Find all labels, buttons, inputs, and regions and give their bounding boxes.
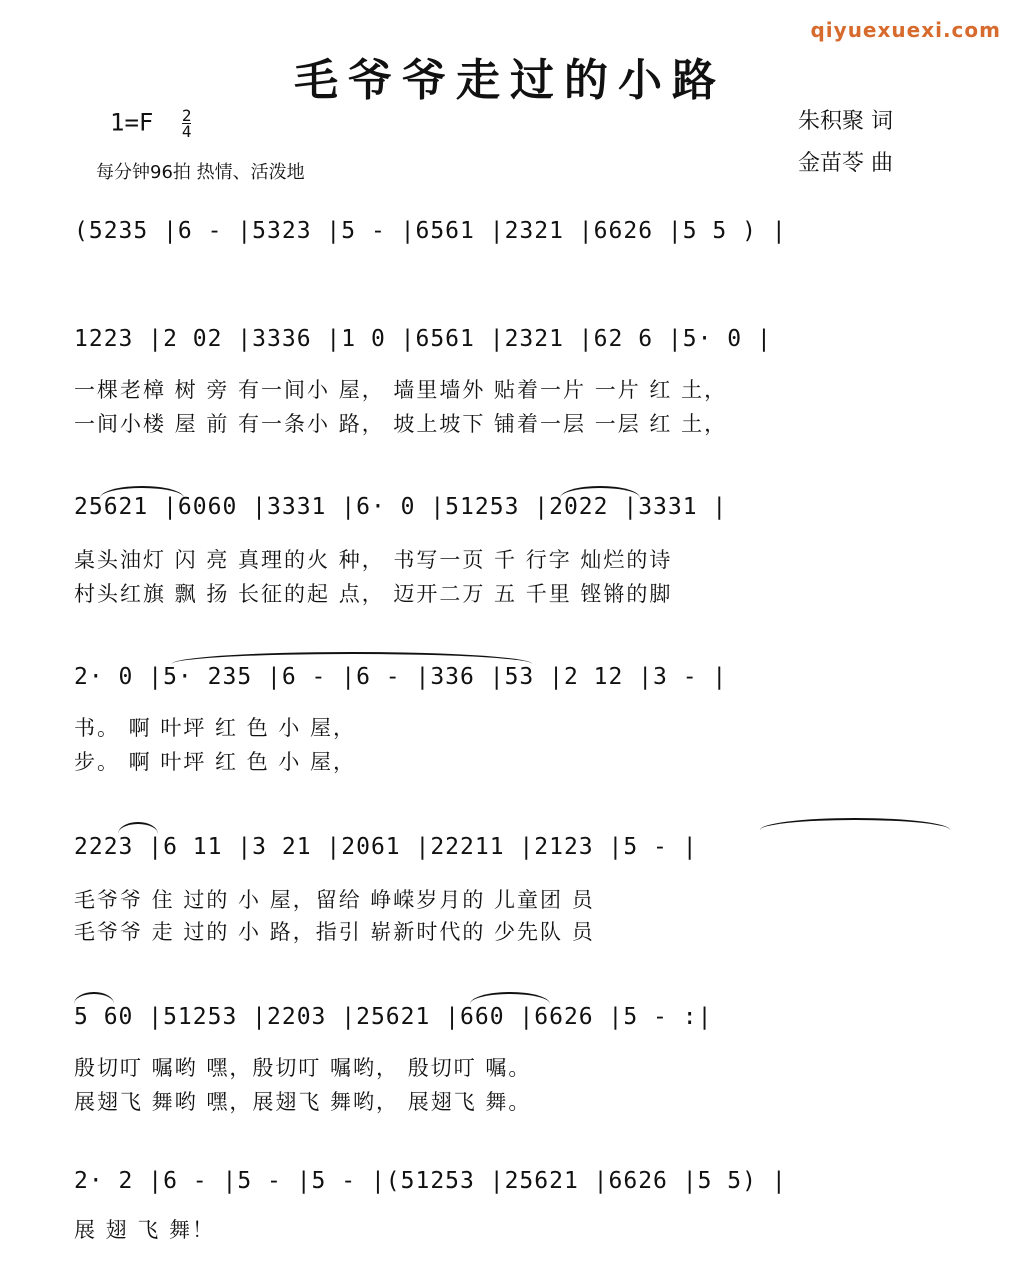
- time-signature: [182, 108, 192, 139]
- time-signature-top: 2: [181, 106, 192, 125]
- slur: [100, 486, 184, 498]
- score-row-2-lyric-1: 一棵老樟 树 旁 有一间小 屋， 墙里墙外 贴着一片 一片 红 土，: [74, 378, 728, 402]
- slur: [172, 652, 532, 664]
- score-row-6-lyric-1: 殷切叮 嘱哟 嘿，殷切叮 嘱哟， 殷切叮 嘱。: [74, 1056, 532, 1080]
- lyricist-credit: 朱积聚 词: [798, 109, 893, 134]
- score-row-2-lyric-2: 一间小楼 屋 前 有一条小 路， 坡上坡下 铺着一层 一层 红 土，: [74, 412, 728, 436]
- slur: [560, 486, 640, 498]
- score-row-3-lyric-2: 村头红旗 飘 扬 长征的起 点， 迈开二万 五 千里 铿锵的脚: [74, 582, 673, 606]
- slur: [118, 822, 158, 834]
- score-row-6-lyric-2: 展翅飞 舞哟 嘿，展翅飞 舞哟， 展翅飞 舞。: [74, 1090, 532, 1114]
- score-row-3-lyric-1: 桌头油灯 闪 亮 真理的火 种， 书写一页 千 行字 灿烂的诗: [74, 548, 673, 572]
- time-signature-bottom: 4: [181, 122, 192, 141]
- score-row-3-notes: 25621 |6060 |3331 |6· 0 |51253 |2022 |3331 |: [74, 494, 728, 520]
- song-title: 毛爷爷走过的小路: [294, 55, 726, 106]
- score-row-5-lyric-1: 毛爷爷 住 过的 小 屋，留给 峥嵘岁月的 儿童团 员: [74, 888, 595, 912]
- score-row-7-lyric-1: 展 翅 飞 舞！: [74, 1218, 216, 1242]
- slur: [470, 992, 550, 1004]
- score-row-5-notes: 2223 |6 11 |3 21 |2061 |22211 |2123 |5 - |: [74, 834, 698, 860]
- tempo-marking: 每分钟96拍 热情、活泼地: [96, 162, 305, 183]
- key-signature: [110, 108, 191, 139]
- score-row-5-lyric-2: 毛爷爷 走 过的 小 路，指引 崭新时代的 少先队 员: [74, 920, 595, 944]
- slur: [74, 992, 114, 1004]
- composer-credit: 金苗苓 曲: [798, 151, 893, 176]
- key-text: 1=F: [110, 108, 154, 137]
- score-row-6-notes: 5 60 |51253 |2203 |25621 |660 |6626 |5 - :|: [74, 1004, 713, 1030]
- watermark: qiyuexuexi.com: [810, 18, 1001, 42]
- score-row-2-notes: 1223 |2 02 |3336 |1 0 |6561 |2321 |62 6 |5· 0 |: [74, 326, 772, 352]
- score-row-7-notes: 2· 2 |6 - |5 - |5 - |(51253 |25621 |6626 |5 5) |: [74, 1168, 787, 1194]
- score-row-4-lyric-1: 书。 啊 叶坪 红 色 小 屋，: [74, 716, 357, 740]
- score-row-4-notes: 2· 0 |5· 235 |6 - |6 - |336 |53 |2 12 |3 - |: [74, 664, 728, 690]
- score-row-1-notes: (5235 |6 - |5323 |5 - |6561 |2321 |6626 |5 5 ) |: [74, 218, 787, 244]
- score-row-4-lyric-2: 步。 啊 叶坪 红 色 小 屋，: [74, 750, 357, 774]
- slur: [760, 818, 950, 830]
